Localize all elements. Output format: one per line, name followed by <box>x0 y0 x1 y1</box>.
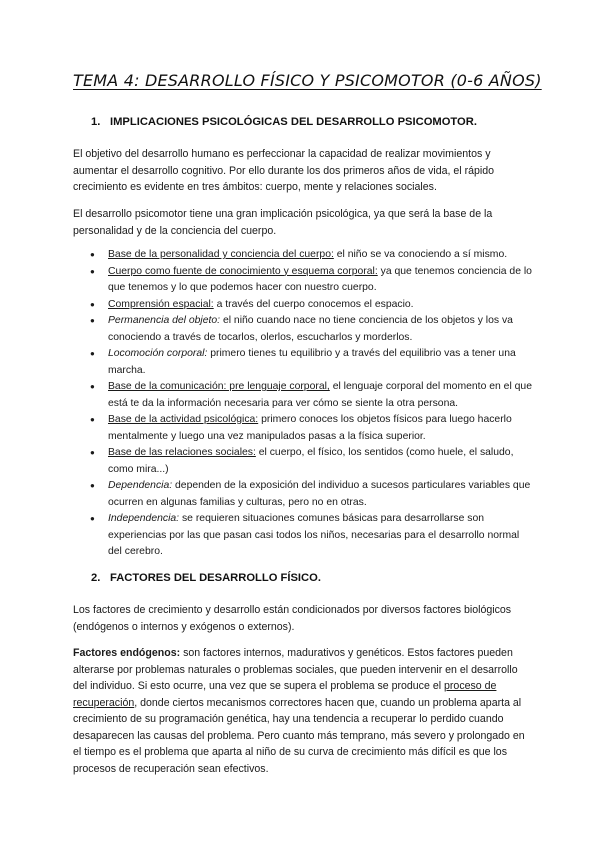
page-title: TEMA 4: DESARROLLO FÍSICO Y PSICOMOTOR (0-6 AÑOS) <box>73 71 542 90</box>
paragraph: Los factores de crecimiento y desarrollo están condicionados por diversos factores biológicos (endógenos o internos y exógenos o externos). <box>73 604 512 633</box>
list-item: ● Independencia: se requieren situaciones comunes básicas para desarrollarse son experiencias por las que pasan casi todos los niños, necesarias para el desarrollo normal del cerebro. <box>92 511 532 561</box>
list-item: ● Base de la personalidad y conciencia del cuerpo: el niño se va conociendo a sí mismo. <box>92 247 532 264</box>
list-item: ● Base de la comunicación: pre lenguaje corporal, el lenguaje corporal del momento en el que está te da la información necesaria para ver cómo se siente la otra persona. <box>92 379 532 412</box>
list-item: ● Dependencia: dependen de la exposición del individuo a sucesos particulares variables que ocurren en algunas familias y culturas, pero no en otras. <box>92 478 532 511</box>
section-heading-2: 2. FACTORES DEL DESARROLLO FÍSICO. <box>91 572 321 584</box>
paragraph: El desarrollo psicomotor tiene una gran implicación psicológica, ya que será la base de la personalidad y de la conciencia del cuerpo. <box>73 208 493 237</box>
list-item: ● Base de la actividad psicológica: primero conoces los objetos físicos para luego hacerlo mentalmente y luego una vez manipulados pasas a la física superior. <box>92 412 532 445</box>
list-item: ● Base de las relaciones sociales: el cuerpo, el físico, los sentidos (como huele, el saludo, como mira...) <box>92 445 532 478</box>
list-item: ● Comprensión espacial: a través del cuerpo conocemos el espacio. <box>92 297 532 314</box>
list-item: ● Cuerpo como fuente de conocimiento y esquema corporal: ya que tenemos conciencia de lo que tenemos y lo que podemos hacer con nuestro cuerpo. <box>92 264 532 297</box>
paragraph-factores-endogenos: Factores endógenos: son factores internos, madurativos y genéticos. Estos factores pueden alterarse por problemas naturales o problemas sociales, que pueden intervenir en el desarrollo del individuo. Si esto ocurre, una vez que se supera el problema se produce el proceso de recuperación, donde ciertos mecanismos correctores hacen que, cuando un problema aparta al crecimiento de su programación genética, hay una tendencia a recuperar lo perdido cuando desaparecen las causas del problema. Pero cuanto más temprano, más severo y prolongado en el tiempo es el problema que aparta al niño de su curva de crecimiento más difícil es que los procesos de recuperación sean efectivos. <box>73 647 525 775</box>
bullet-list <box>92 247 532 561</box>
section-heading-1: 1. IMPLICACIONES PSICOLÓGICAS DEL DESARROLLO PSICOMOTOR. <box>91 116 477 128</box>
list-item: ● Locomoción corporal: primero tienes tu equilibrio y a través del equilibrio vas a tener una marcha. <box>92 346 532 379</box>
paragraph: El objetivo del desarrollo humano es perfeccionar la capacidad de realizar movimientos y aumentar el desarrollo cognitivo. Por ello durante los dos primeros años de vida, el rápido crecimiento es evidente en tres ámbitos: cuerpo, mente y relaciones sociales. <box>73 148 495 193</box>
list-item: ● Permanencia del objeto: el niño cuando nace no tiene conciencia de los objetos y los va conociendo a través de tocarlos, olerlos, escucharlos y morderlos. <box>92 313 532 346</box>
